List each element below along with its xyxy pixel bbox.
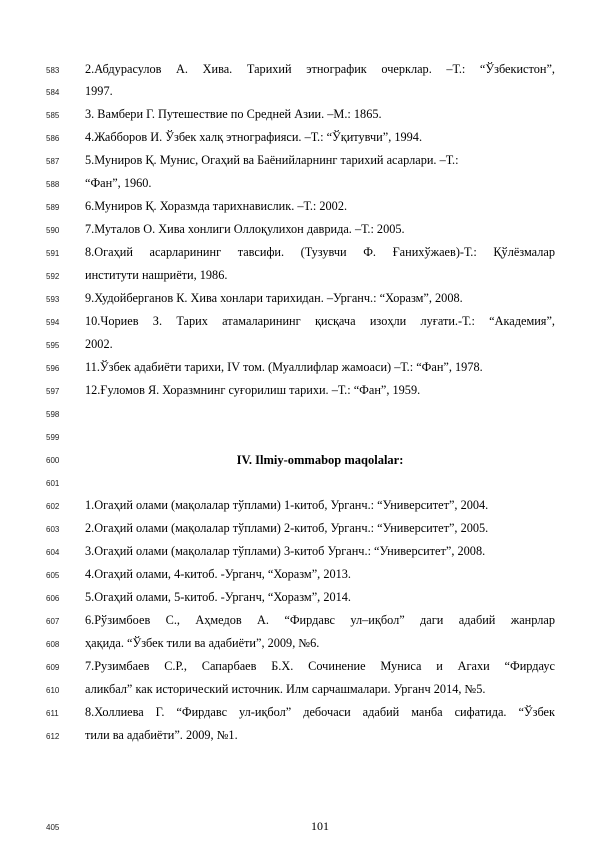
reference-line: 5.Муниров Қ. Мунис, Огаҳий ва Баёнийларнинг тарихий асарлари. –Т.: [85,153,459,167]
section-heading: IV. Ilmiy-ommabop maqolalar: [236,453,404,467]
article-line: 8.Холлиева Г. “Фирдавс ул-иқбол” дебочаси адабий манба сифатида. “Ўзбек [85,705,555,719]
reference-line: 2.Абдурасулов А. Хива. Тарихий этнографик очерклар. –Т.: “Ўзбекистон”, [85,62,555,76]
reference-line: 11.Ўзбек адабиёти тарихи, IV том. (Муаллифлар жамоаси) –Т.: “Фан”, 1978. [85,360,483,374]
line-number: 593 [46,295,60,304]
reference-line: 12.Ғуломов Я. Хоразмнинг суғорилиш тарихи. –Т.: “Фан”, 1959. [85,383,421,397]
reference-line: 8.Огаҳий асарларининг тавсифи. (Тузувчи Ф. Ғаниxўжаев)-Т.: Қўлёзмалар [85,245,555,259]
article-line: тили ва адабиёти”. 2009, №1. [85,728,238,742]
line-number: 405 [46,823,60,832]
line-number: 596 [46,364,60,373]
line-number: 583 [46,66,60,75]
line-number: 603 [46,525,60,534]
article-line: 2.Огаҳий олами (мақолалар тўплами) 2-китоб, Урганч.: “Университет”, 2005. [85,521,489,535]
line-number: 606 [46,594,60,603]
line-number: 592 [46,272,60,281]
line-number: 607 [46,617,60,626]
reference-line: институти нашриёти, 1986. [85,268,228,282]
line-number: 599 [46,433,60,442]
line-number: 601 [46,479,60,488]
line-number: 602 [46,502,60,511]
line-number: 608 [46,640,60,649]
reference-line: “Фан”, 1960. [85,176,152,190]
line-number: 610 [46,686,60,695]
line-number: 594 [46,318,60,327]
line-number: 595 [46,341,60,350]
line-number: 589 [46,203,60,212]
reference-line: 10.Чориев З. Тарих атамаларининг қисқача изоҳли луғати.-Т.: “Академия”, [85,314,555,328]
article-line: ҳақида. “Ўзбек тили ва адабиёти”, 2009, №6. [85,636,320,650]
article-line: 5.Огаҳий олами, 5-китоб. -Урганч, “Хоразм”, 2014. [85,590,351,604]
line-number: 598 [46,410,60,419]
line-number: 584 [46,88,60,97]
article-line: 1.Огаҳий олами (мақолалар тўплами) 1-китоб, Урганч.: “Университет”, 2004. [85,498,489,512]
line-number: 612 [46,732,60,741]
line-number: 600 [46,456,60,465]
line-number: 586 [46,134,60,143]
reference-line: 2002. [85,337,113,351]
line-number: 591 [46,249,60,258]
article-line: аликбал” как исторический источник. Илм сарчашмалари. Урганч 2014, №5. [85,682,486,696]
reference-line: 6.Муниров Қ. Хоразмда тарихнавислик. –Т.: 2002. [85,199,348,213]
article-line: 4.Огаҳий олами, 4-китоб. -Урганч, “Хоразм”, 2013. [85,567,351,581]
reference-line: 4.Жабборов И. Ўзбек халқ этнографияси. –Т.: “Ўқитувчи”, 1994. [85,130,423,144]
line-number: 587 [46,157,60,166]
reference-line: 1997. [85,84,113,98]
article-line: 6.Рўзимбоев С., Аҳмедов А. “Фирдавс ул–иқбол” даги адабий жанрлар [85,613,555,627]
line-number: 588 [46,180,60,189]
reference-line: 9.Худойберганов К. Хива хонлари тарихидан. –Урганч.: “Хоразм”, 2008. [85,291,463,305]
line-number: 611 [46,709,59,718]
article-line: 3.Огаҳий олами (мақолалар тўплами) 3-китоб Урганч.: “Университет”, 2008. [85,544,486,558]
line-number: 590 [46,226,60,235]
line-number: 605 [46,571,60,580]
article-line: 7.Рузимбаев С.Р., Сапарбаев Б.Х. Сочинение Муниса и Агахи “Фирдаус [85,659,555,673]
line-number: 609 [46,663,60,672]
line-number: 597 [46,387,60,396]
reference-line: 3. Вамбери Г. Путешествие по Средней Азии. –М.: 1865. [85,107,382,121]
reference-line: 7.Муталов О. Хива хонлиги Оллоқулихон даврида. –Т.: 2005. [85,222,405,236]
line-number: 604 [46,548,60,557]
page-number: 101 [311,819,329,833]
line-number: 585 [46,111,60,120]
